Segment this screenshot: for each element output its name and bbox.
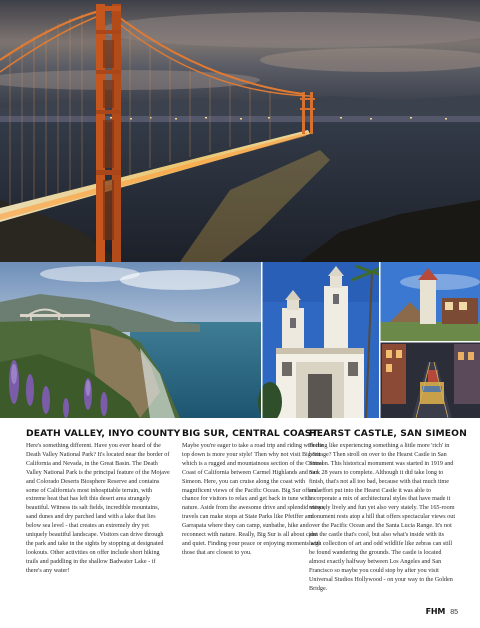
big-sur-coast-photo [0, 262, 480, 418]
san-francisco-tram-photo [380, 262, 480, 418]
hero-photo [0, 0, 480, 262]
article-body: Here's something different. Have you ever heard of the Death Valley National Park? It's located near the border of California and Nevada, in the Great Basin. The Death Valley National Park is the principal feature of the Mojave and Colorado Deserts Biosphere Reserve and contains some of California's most inhospitable terrain, with extreme heat that has left this desert area strangely beautiful. Witness its salt fields, incredible mountains, sand dunes and dry parched land with a lake that lies below sea level - that creates an extremely dry yet uniquely beautiful landscape. Visitors can drive through the park and take in the sights by stopping at designated lookouts. Other activities on offer include short hiking trails and paddling in the shallow Badwater Lake - if there's any water! [26, 443, 170, 574]
page-number: 85 [450, 609, 458, 616]
hearst-castle-photo [258, 262, 392, 418]
article-hearst-castle [309, 428, 467, 593]
golden-gate-bridge-night-photo [0, 0, 480, 262]
photo-strip [0, 262, 480, 418]
page-folio [426, 607, 458, 616]
article-title: DEATH VALLEY, INYO COUNTY [26, 428, 181, 439]
article-big-sur [182, 428, 326, 558]
magazine-logo: FHM [425, 607, 446, 616]
article-body: Feeling like experiencing something a little more 'rich' in heritage? Then stroll on over to the Hearst Castle in San Simeon. This historical monument was started in 1919 and took 28 years to complete. Although it did take long to finish, that's not all too bad, because with that much time and effort put into the Hearst Castle it was able to incorporate a mix of architectural styles that have made it uniquely lively and fun yet also very stately. The 165-room monument rests atop a hill that offers spectacular views out over the Pacific Ocean and the Santa Lucia Range. It's not just the castle that's cool, but also what's inside with its large collection of art and odd wildlife like zebras can still be found wandering the grounds. The castle is located almost exactly halfway between Los Angeles and San Francisco so maybe you could stop by after you visit Universal Studios Hollywood - on your way to the Golden Bridge. [309, 443, 456, 592]
article-title: BIG SUR, CENTRAL COAST [182, 428, 318, 439]
article-body: Maybe you're eager to take a road trip and riding with the top down is more your style! Then why not visit Big Sur which is a rugged and mountainous section of the Central Coast of California between Carmel Highlands and San Simeon. Here, you can cruise along the coast with magnificent views of the Pacific Ocean. Big Sur offers a chance for visitors to relax and get back in tune with nature. Aside from the awesome drive and splendid views, travels can make stops at State Parks like Pfeiffer and Garrapata where they can camp, sunbathe, hike and reconnect with nature. Really, Big Sur is all about calm and quiet. Finding your peace or enjoying moments with those that are closest to you. [182, 443, 326, 556]
article-death-valley [26, 428, 181, 576]
article-title: HEARST CASTLE, SAN SIMEON [309, 428, 467, 439]
